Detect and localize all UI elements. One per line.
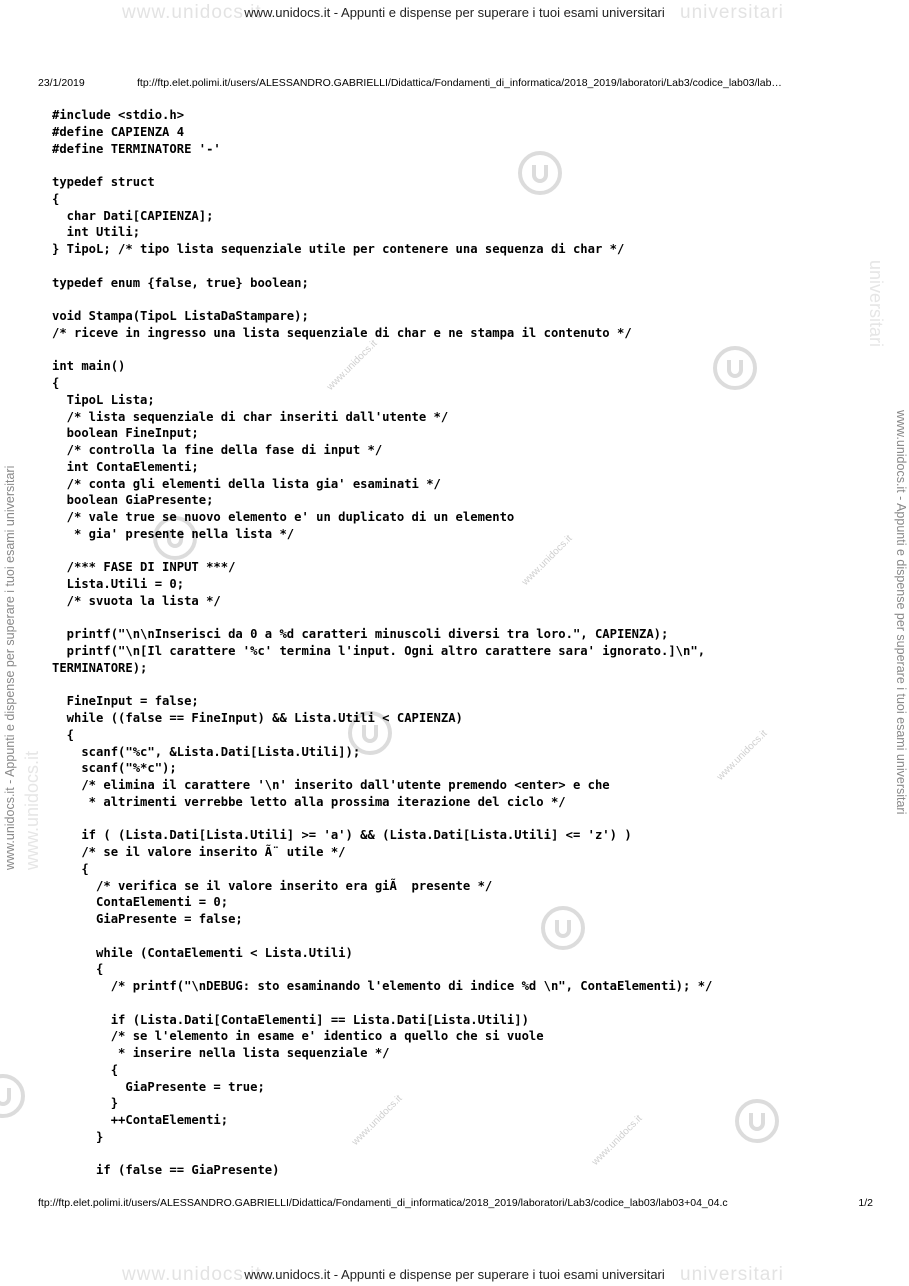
code-line bbox=[52, 291, 872, 308]
code-line: #define TERMINATORE '-' bbox=[52, 141, 221, 156]
code-line: scanf("%c", &Lista.Dati[Lista.Utili]); bbox=[52, 744, 361, 759]
code-line: * gia' presente nella lista */ bbox=[52, 526, 295, 541]
code-line: { bbox=[52, 1062, 119, 1077]
code-line: TipoL Lista; bbox=[52, 392, 155, 407]
code-line: /* se il valore inserito Ã¨ utile */ bbox=[52, 845, 346, 859]
watermark-banner-top: www.unidocs.it - Appunti e dispense per superare i tuoi esami universitari bbox=[244, 5, 665, 20]
code-line: GiaPresente = true; bbox=[52, 1079, 265, 1094]
code-line: ContaElementi = 0; bbox=[52, 895, 229, 910]
code-line bbox=[52, 995, 872, 1012]
code-line: { bbox=[52, 727, 75, 742]
code-line: boolean GiaPresente; bbox=[52, 493, 214, 508]
code-line bbox=[52, 1146, 872, 1163]
diagonal-watermark: www.unidocs.it bbox=[590, 1113, 645, 1168]
code-line: GiaPresente = false; bbox=[52, 912, 243, 926]
code-line bbox=[52, 677, 872, 694]
code-line bbox=[52, 157, 872, 174]
diagonal-watermark: www.unidocs.it bbox=[350, 1093, 405, 1148]
code-line: ++ContaElementi; bbox=[52, 1113, 229, 1127]
code-line: } TipoL; /* tipo lista sequenziale utile per contenere una sequenza di char */ bbox=[52, 242, 625, 256]
watermark-banner-bottom: www.unidocs.it - Appunti e dispense per superare i tuoi esami universitari bbox=[244, 1267, 665, 1282]
code-line: /* conta gli elementi della lista gia' esaminati */ bbox=[52, 476, 441, 491]
code-line: { bbox=[52, 376, 60, 390]
code-line: /* printf("\nDEBUG: sto esaminando l'elemento di indice %d \n", ContaElementi); */ bbox=[52, 979, 713, 993]
code-listing bbox=[52, 107, 872, 1179]
code-line: if (Lista.Dati[ContaElementi] == Lista.Dati[Lista.Utili]) bbox=[52, 1012, 529, 1027]
diagonal-watermark: www.unidocs.it bbox=[325, 338, 380, 393]
print-header-path: ftp://ftp.elet.polimi.it/users/ALESSANDRO.GABRIELLI/Didattica/Fondamenti_di_informatica/2018_2019/laboratori/Lab3/codice_lab03/lab… bbox=[137, 77, 782, 89]
code-line: while ((false == FineInput) && Lista.Utili < CAPIENZA) bbox=[52, 711, 463, 725]
code-line: char Dati[CAPIENZA]; bbox=[52, 208, 214, 223]
code-line: FineInput = false; bbox=[52, 694, 199, 709]
side-watermark-left-faint: www.unidocs.it bbox=[22, 750, 42, 870]
code-line: /* lista sequenziale di char inseriti dall'utente */ bbox=[52, 409, 449, 424]
code-line: printf("\n[Il carattere '%c' termina l'input. Ogni altro carattere sara' ignorato.]\n", bbox=[52, 644, 706, 658]
faint-watermark-bottom-left: www.unidocs.it bbox=[122, 1264, 262, 1285]
code-line: if ( (Lista.Dati[Lista.Utili] >= 'a') && (Lista.Dati[Lista.Utili] <= 'z') ) bbox=[52, 828, 632, 843]
code-line: * inserire nella lista sequenziale */ bbox=[52, 1046, 390, 1060]
code-line: int Utili; bbox=[52, 225, 141, 240]
page-number: 1/2 bbox=[858, 1197, 873, 1209]
code-line: /* vale true se nuovo elemento e' un duplicato di un elemento bbox=[52, 510, 515, 524]
code-line: Lista.Utili = 0; bbox=[52, 577, 185, 591]
code-line: scanf("%*c"); bbox=[52, 761, 177, 776]
code-line: void Stampa(TipoL ListaDaStampare); bbox=[52, 309, 309, 323]
faint-watermark-top-right: universitari bbox=[680, 2, 784, 23]
code-line: { bbox=[52, 191, 60, 206]
code-line: } bbox=[52, 1129, 104, 1144]
side-watermark-left: www.unidocs.it - Appunti e dispense per superare i tuoi esami universitari bbox=[3, 465, 17, 870]
code-line bbox=[52, 258, 872, 275]
code-line: while (ContaElementi < Lista.Utili) bbox=[52, 945, 353, 960]
code-line: /* se l'elemento in esame e' identico a quello che si vuole bbox=[52, 1029, 544, 1044]
code-line: #include <stdio.h> bbox=[52, 108, 185, 122]
side-watermark-right: www.unidocs.it - Appunti e dispense per superare i tuoi esami universitari bbox=[894, 410, 908, 815]
code-line bbox=[52, 543, 872, 560]
code-line: { bbox=[52, 962, 104, 977]
diagonal-watermark: www.unidocs.it bbox=[520, 533, 575, 588]
unidocs-logo-icon bbox=[0, 1073, 26, 1119]
faint-watermark-bottom-right: universitari bbox=[680, 1264, 784, 1285]
code-line: /*** FASE DI INPUT ***/ bbox=[52, 560, 236, 575]
code-line: #define CAPIENZA 4 bbox=[52, 124, 185, 139]
code-line: /* elimina il carattere '\n' inserito dall'utente premendo <enter> e che bbox=[52, 778, 610, 792]
faint-watermark-top-left: www.unidocs.it bbox=[122, 2, 262, 23]
code-line bbox=[52, 610, 872, 627]
print-footer-path: ftp://ftp.elet.polimi.it/users/ALESSANDRO.GABRIELLI/Didattica/Fondamenti_di_informatica/2018_2019/laboratori/Lab3/codice_lab03/lab03+04_04.c bbox=[38, 1197, 728, 1209]
code-line: TERMINATORE); bbox=[52, 660, 148, 675]
code-line: { bbox=[52, 861, 89, 876]
code-line: } bbox=[52, 1096, 119, 1111]
code-line: /* verifica se il valore inserito era giÃ presente */ bbox=[52, 878, 493, 893]
side-watermark-right-faint: universitari bbox=[866, 260, 886, 348]
code-line: /* svuota la lista */ bbox=[52, 593, 221, 608]
diagonal-watermark: www.unidocs.it bbox=[715, 728, 770, 783]
code-line: if (false == GiaPresente) bbox=[52, 1163, 280, 1178]
code-line bbox=[52, 811, 872, 828]
code-line: /* controlla la fine della fase di input */ bbox=[52, 443, 383, 457]
code-line bbox=[52, 928, 872, 945]
code-line: printf("\n\nInserisci da 0 a %d caratteri minuscoli diversi tra loro.", CAPIENZA); bbox=[52, 627, 669, 642]
code-line: typedef struct bbox=[52, 175, 155, 189]
code-line: boolean FineInput; bbox=[52, 426, 199, 441]
code-line: * altrimenti verrebbe letto alla prossima iterazione del ciclo */ bbox=[52, 794, 566, 809]
code-line: typedef enum {false, true} boolean; bbox=[52, 275, 309, 290]
code-line: /* riceve in ingresso una lista sequenziale di char e ne stampa il contenuto */ bbox=[52, 325, 632, 340]
code-line: int main() bbox=[52, 359, 126, 374]
print-date: 23/1/2019 bbox=[38, 77, 85, 89]
code-line bbox=[52, 342, 872, 359]
code-line: int ContaElementi; bbox=[52, 459, 199, 474]
